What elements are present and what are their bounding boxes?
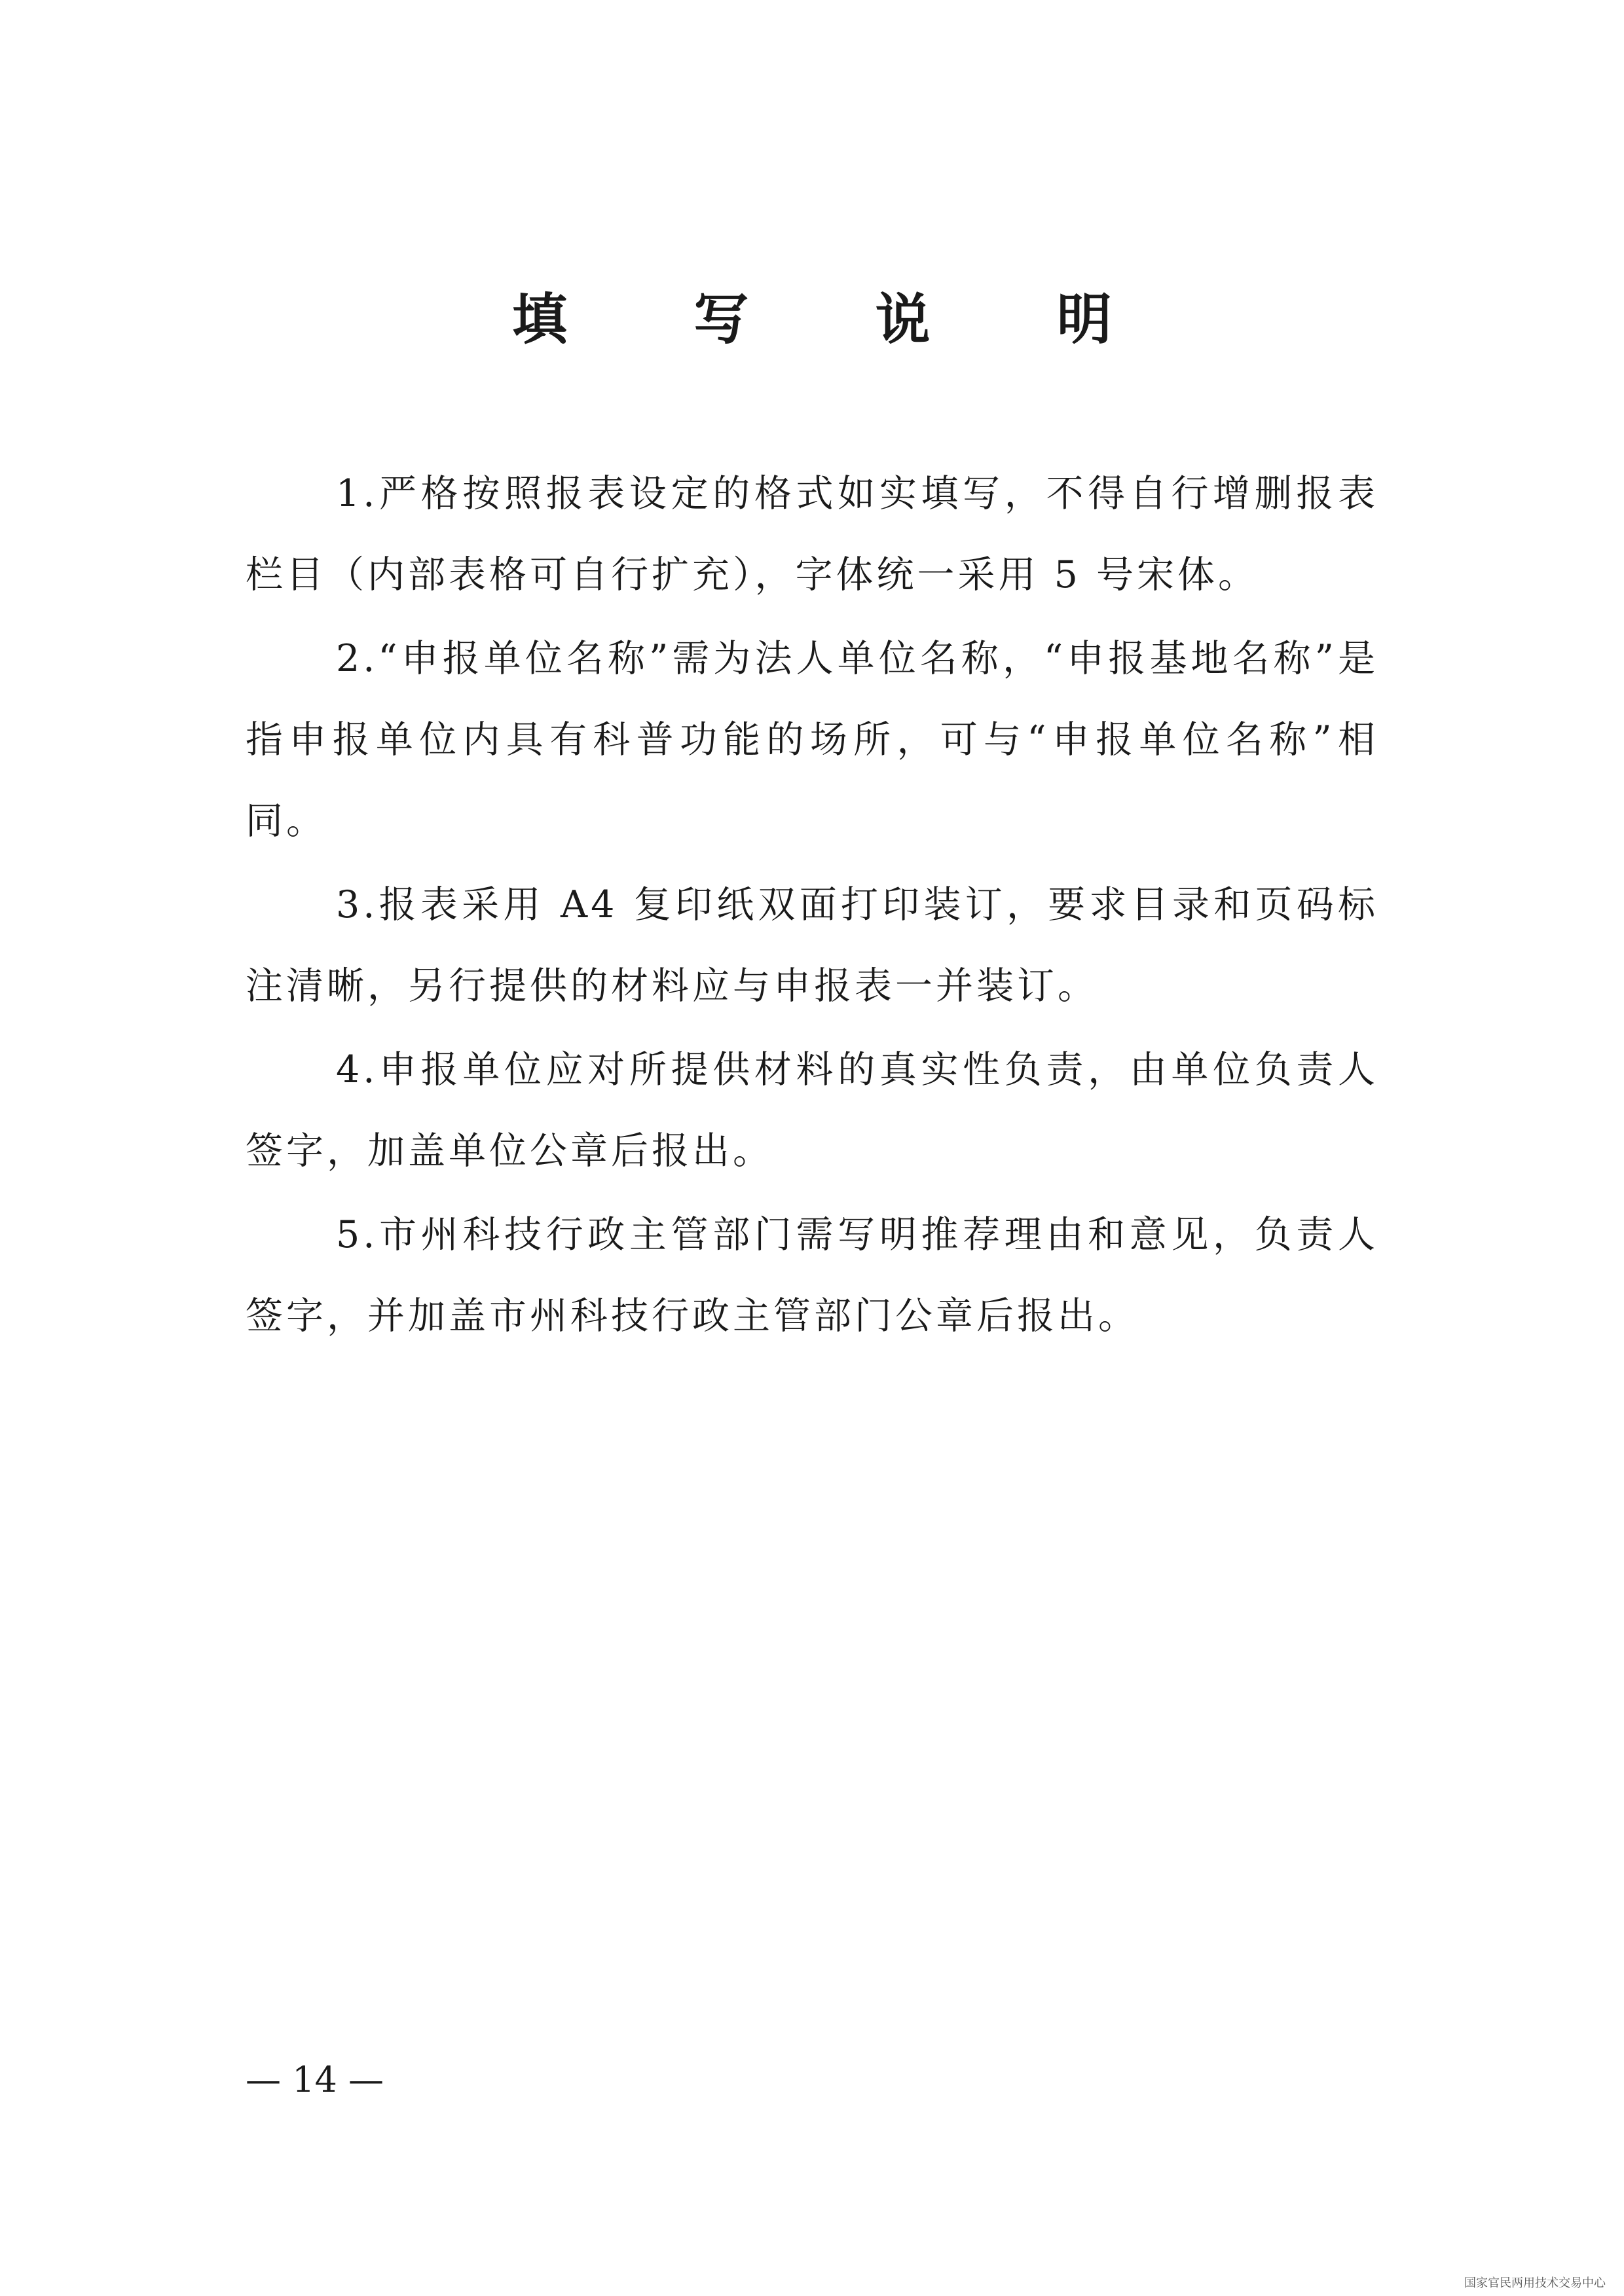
document-title: 填 写 说 明 [512,287,1166,352]
instruction-item-3: 3.报表采用 A4 复印纸双面打印装订，要求目录和页码标注清晰，另行提供的材料应与申报表一并装订。 [246,883,1378,1008]
instructions-list [246,453,1378,1359]
footer-watermark: 国家官民两用技术交易中心 [1464,2276,1606,2290]
instruction-item-4: 4.申报单位应对所提供材料的真实性负责，由单位负责人签字，加盖单位公章后报出。 [246,1048,1378,1173]
instruction-item-5: 5.市州科技行政主管部门需写明推荐理由和意见，负责人签字，并加盖市州科技行政主管部门公章后报出。 [246,1213,1378,1338]
instruction-item-1: 1.严格按照报表设定的格式如实填写，不得自行增删报表栏目（内部表格可自行扩充），字体统一采用 5 号宋体。 [246,472,1378,596]
page-number: — 14 — [246,2059,384,2100]
instruction-item-2: 2.“申报单位名称”需为法人单位名称，“申报基地名称”是指申报单位内具有科普功能的场所，可与“申报单位名称”相同。 [246,637,1378,843]
